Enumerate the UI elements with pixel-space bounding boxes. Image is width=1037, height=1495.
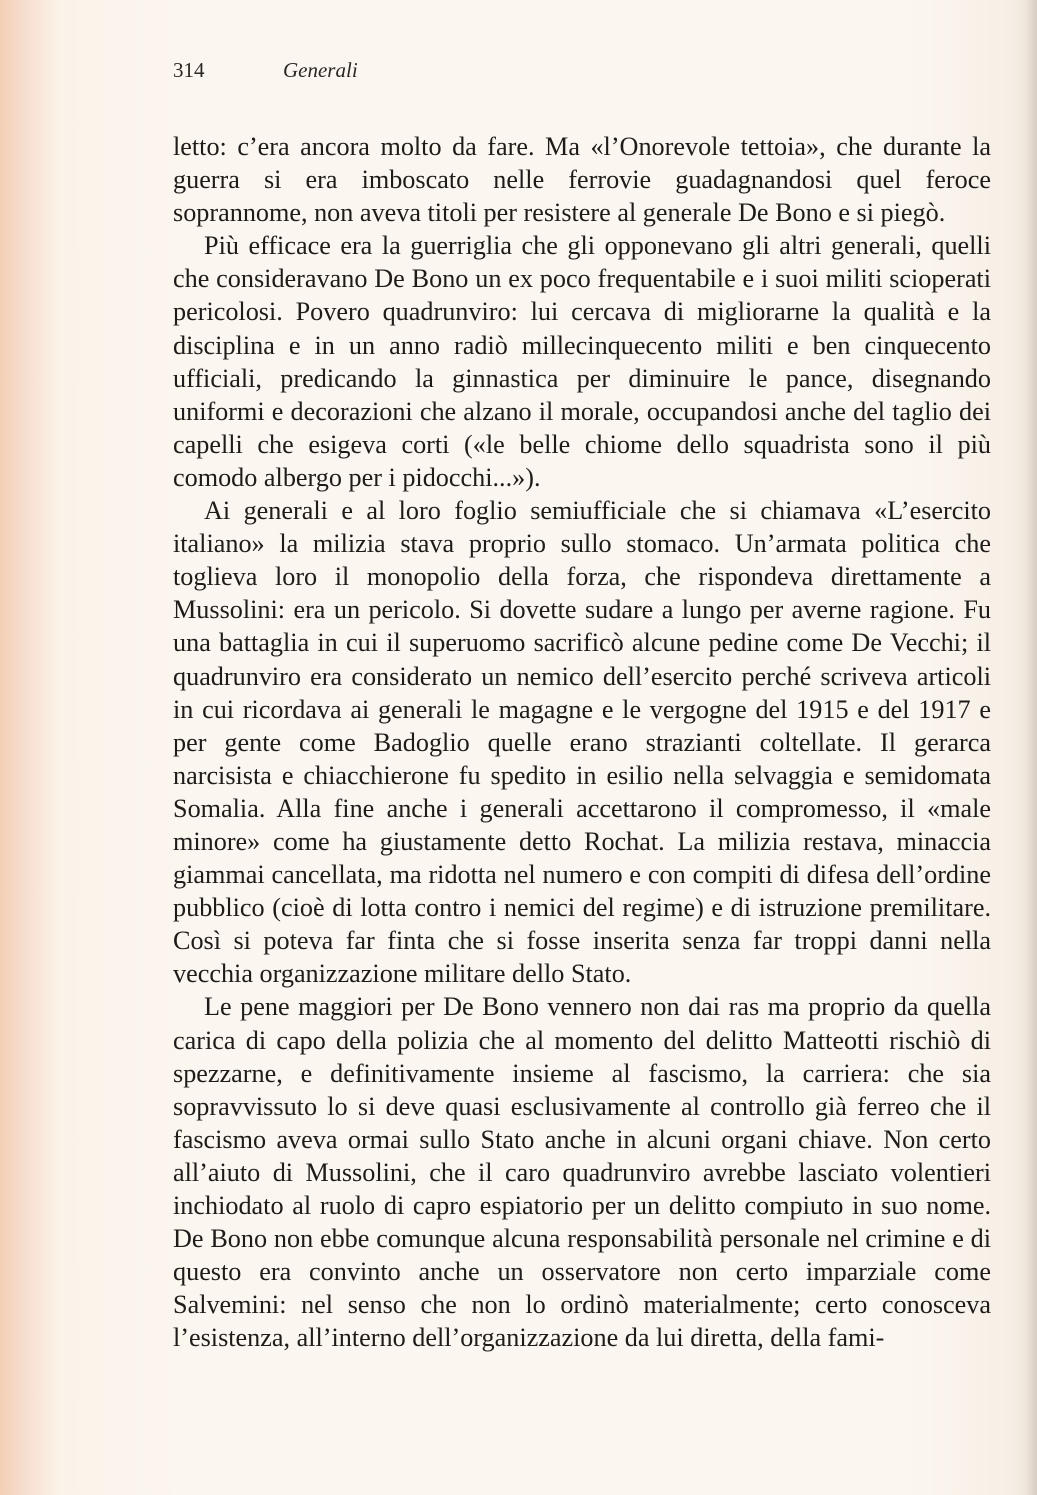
page-number: 314	[173, 58, 205, 82]
paragraph-2: Più efficace era la guerriglia che gli opponevano gli altri generali, quelli che consideravano De Bono un ex poco frequentabile e i suoi militi scioperati pericolosi. Povero quadrunviro: lui cercava di migliorarne la qualità e la disciplina e in un anno radiò millecinquecento militi e ben cinquecento ufficiali, predicando la ginnastica per diminuire le pance, disegnando uniformi e decorazioni che alzano il morale, occupandosi anche del taglio dei capelli che esigeva corti («le belle chiome dello squadrista sono il più comodo albergo per i pidocchi...»).	[173, 231, 991, 492]
paragraph-3: Ai generali e al loro foglio semiufficiale che si chiamava «L’esercito italiano» la milizia stava proprio sullo stomaco. Un’armata politica che toglieva loro il monopolio della forza, che rispondeva direttamente a Mussolini: era un pericolo. Si dovette sudare a lungo per averne ragione. Fu una battaglia in cui il superuomo sacrificò alcune pedine come De Vecchi; il quadrunviro era considerato un nemico dell’esercito perché scriveva articoli in cui ricordava ai generali le magagne e le vergogne del 1915 e del 1917 e per gente come Badoglio quelle erano strazianti coltellate. Il gerarca narcisista e chiacchierone fu spedito in esilio nella selvaggia e semidomata Somalia. Alla fine anche i generali accettarono il compromesso, il «male minore» come ha giustamente detto Rochat. La milizia restava, minaccia giammai cancellata, ma ridotta nel numero e con compiti di difesa dell’ordine pubblico (cioè di lotta contro i nemici del regime) e di istruzione premilitare. Così si poteva far finta che si fosse inserita senza far troppi danni nella vecchia organizzazione militare dello Stato.	[173, 496, 991, 989]
page-gutter-shadow	[1025, 0, 1037, 1495]
body-text	[173, 130, 991, 1354]
running-header	[173, 58, 673, 92]
paragraph-4: Le pene maggiori per De Bono vennero non dai ras ma proprio da quella carica di capo della polizia che al momento del delitto Matteotti rischiò di spezzarne, e definitivamente insieme al fascismo, la carriera: che sia sopravvissuto lo si deve quasi esclusivamente al controllo già ferreo che il fascismo aveva ormai sullo Stato anche in alcuni organi chiave. Non certo all’aiuto di Mussolini, che il caro quadrunviro avrebbe lasciato volentieri inchiodato al ruolo di capro espiatorio per un delitto compiuto in suo nome. De Bono non ebbe comunque alcuna responsabilità personale nel crimine e di questo era convinto anche un osservatore non certo imparziale come Salvemini: nel senso che non lo ordinò materialmente; certo conosceva l’esistenza, all’interno dell’organizzazione da lui diretta, della fami-	[173, 992, 991, 1353]
section-title: Generali	[283, 58, 358, 82]
paragraph-1: letto: c’era ancora molto da fare. Ma «l’Onorevole tettoia», che durante la guerra si era imboscato nelle ferrovie guadagnandosi quel feroce soprannome, non aveva titoli per resistere al generale De Bono e si piegò.	[173, 132, 991, 228]
